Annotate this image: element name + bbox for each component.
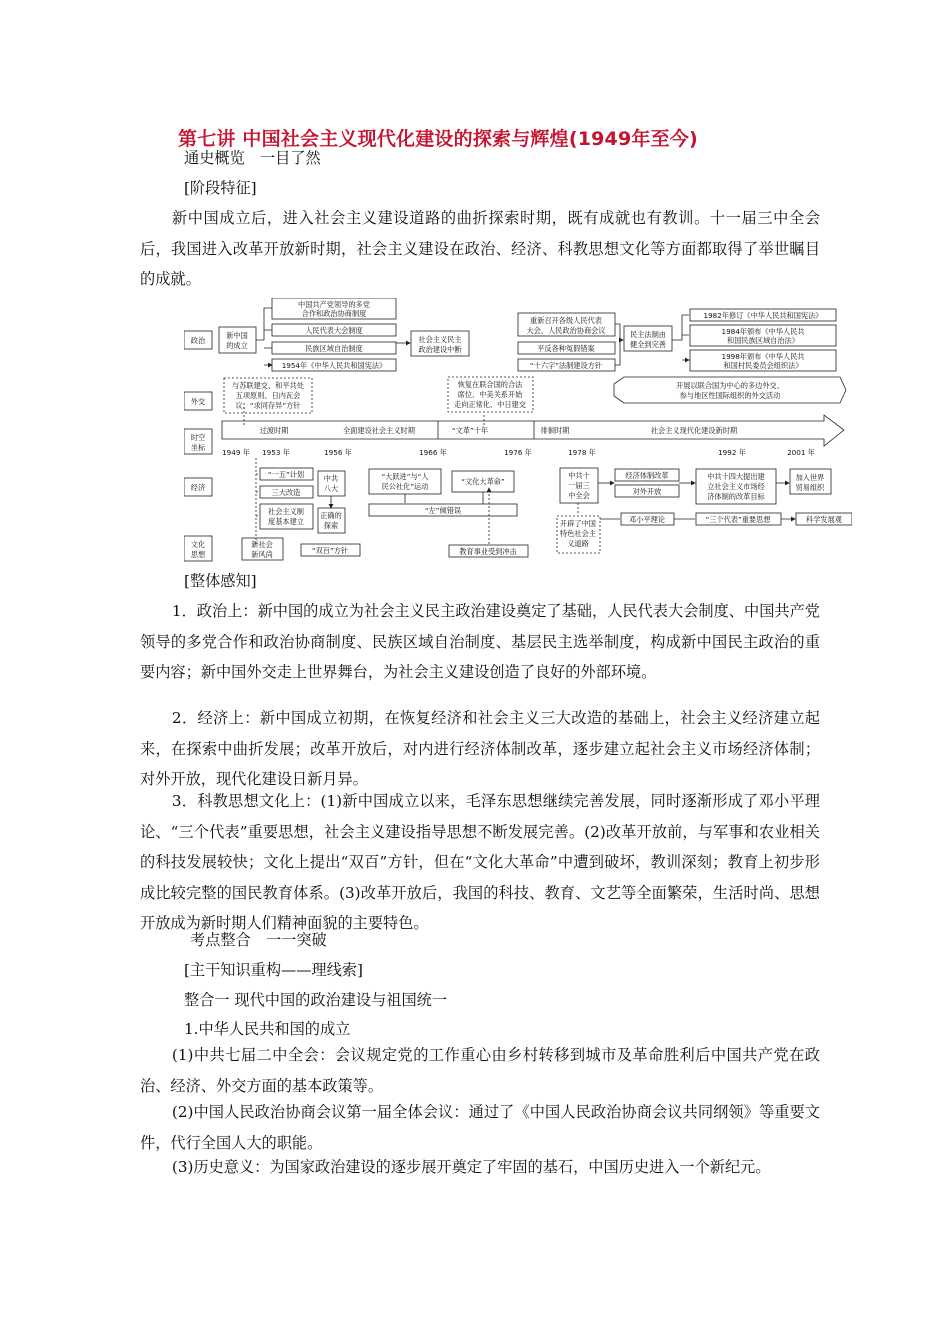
section-heading-points: 考点整合 一一突破	[190, 931, 327, 949]
node-rehabilitation: 平反各种冤假错案	[537, 344, 595, 353]
node-wto-1: 加入世界	[795, 473, 825, 482]
node-legal-system-1: 民主法制由	[630, 330, 666, 339]
node-reconvene-2: 大会、人民政治协商会议	[526, 326, 606, 335]
period-transition: 过渡时期	[259, 426, 289, 435]
stage-features-text: 新中国成立后，进入社会主义建设道路的曲折探索时期，既有成就也有教训。十一届三中全会后，我国进入改革开放新时期，社会主义建设在政治、经济、科教思想文化等方面都取得了举世瞩目的成就。	[140, 209, 820, 288]
node-chinese-path-3: 义道路	[567, 539, 589, 548]
node-democracy-break-1: 社会主义民主	[418, 335, 462, 344]
year-1956: 1956 年	[324, 448, 352, 457]
node-reconvene-1: 重新召开各级人民代表	[530, 316, 602, 325]
node-great-leap-1: “大跃进”与“人	[381, 472, 429, 481]
node-diplomacy-multilateral-1: 开展以联合国为中心的多边外交、	[676, 381, 784, 390]
overall-politics: 1．政治上：新中国的成立为社会主义民主政治建设奠定了基础，人民代表大会制度、中国共产党领导的多党合作和政治协商制度、民族区域自治制度、基层民主选举制度，构成新中国民主政治的重要内容；新中国外交走上世界舞台，为社会主义建设创造了良好的外部环境。	[140, 602, 820, 681]
year-1949: 1949 年	[222, 448, 250, 457]
node-1982-constitution: 1982年修订《中华人民共和国宪法》	[703, 311, 823, 320]
row-label-politics: 政治	[190, 336, 206, 345]
period-full-construction: 全面建设社会主义时期	[343, 426, 415, 435]
node-socialist-system-1: 社会主义制	[268, 507, 304, 516]
subheading-prc-founding: 1.中华人民共和国的成立	[184, 1020, 351, 1038]
node-new-customs-2: 新风尚	[251, 550, 273, 559]
node-diplomacy-multilateral-2: 参与地区性国际组织的外交活动	[679, 391, 781, 400]
period-wandering: 徘徊时期	[540, 426, 570, 435]
page-title: 第七讲 中国社会主义现代化建设的探索与辉煌(1949年至今)	[178, 128, 698, 150]
node-cultural-revolution: “文化大革命”	[461, 477, 505, 486]
node-14th-congress-3: 济体制的改革目标	[707, 492, 765, 501]
node-diplomacy-un-2: 席位、中美关系开始	[457, 390, 523, 399]
node-socialist-system-2: 度基本建立	[268, 517, 304, 526]
overall-economy: 2．经济上：新中国成立初期，在恢复经济和社会主义三大改造的基础上，社会主义经济建立起来，在探索中曲折发展；改革开放后，对内进行经济体制改革，逐步建立起社会主义市场经济体制；对外开放，现代化建设日新月异。	[140, 709, 820, 788]
node-multiparty-2: 合作和政治协商制度	[301, 309, 367, 318]
stage-features-label: [阶段特征]	[184, 179, 257, 197]
node-multiparty-1: 中国共产党领导的多党	[298, 300, 370, 309]
node-correct-exploration-2: 探索	[323, 521, 339, 530]
node-three-represents: “三个代表”重要思想	[705, 515, 771, 524]
node-eighth-congress-2: 八大	[323, 484, 339, 493]
node-scientific-development: 科学发展观	[806, 515, 842, 524]
point-1: (1)中共七届二中全会：会议规定党的工作重心由乡村转移到城市及革命胜利后中国共产党在政治、经济、外交方面的基本政策等。	[140, 1046, 820, 1095]
node-eighth-congress-1: 中共	[323, 474, 339, 483]
node-double-hundred: “双百”方针	[311, 546, 349, 555]
node-left-errors: “左”倾错误	[424, 506, 462, 515]
node-new-customs-1: 新社会	[251, 540, 273, 549]
node-diplomacy-early-3: 议、“求同存异”方针	[235, 401, 301, 410]
node-diplomacy-early-2: 五项原则、日内瓦会	[235, 391, 301, 400]
integration-heading: 整合一 现代中国的政治建设与祖国统一	[184, 991, 448, 1009]
point-3: (3)历史意义：为国家政治建设的逐步展开奠定了牢固的基石，中国历史进入一个新纪元。	[171, 1158, 771, 1176]
node-new-china-1: 新中国	[226, 331, 248, 340]
node-1954-constitution: 1954年《中华人民共和国宪法》	[281, 361, 387, 370]
node-1998-law-1: 1998年颁布《中华人民共	[721, 352, 805, 361]
point-2: (2)中国人民政治协商会议第一届全体会议：通过了《中国人民政治协商会议共同纲领》等重要文件，代行全国人大的职能。	[140, 1103, 820, 1152]
row-label-economy: 经济	[190, 483, 206, 492]
rebuild-label: [主干知识重构——理线索]	[184, 961, 363, 979]
row-label-culture-1: 文化	[190, 540, 206, 549]
node-deng-theory: 邓小平理论	[629, 515, 665, 524]
node-1984-law-2: 和国民族区域自治法》	[727, 336, 799, 345]
node-economic-reform: 经济体制改革	[625, 471, 669, 480]
node-diplomacy-un-1: 恢复在联合国的合法	[457, 380, 523, 389]
row-label-diplomacy: 外交	[190, 397, 206, 406]
year-1992: 1992 年	[718, 448, 746, 457]
node-correct-exploration-1: 正确的	[320, 511, 342, 520]
node-opening-up: 对外开放	[632, 487, 662, 496]
node-1984-law-1: 1984年颁布《中华人民共	[721, 327, 805, 336]
year-1978: 1978 年	[568, 448, 596, 457]
node-third-plenum-1: 中共十	[568, 471, 590, 480]
node-ethnic-autonomy: 民族区域自治制度	[305, 344, 363, 353]
period-cultural-revolution: “文革”十年	[451, 426, 489, 435]
overall-label: [整体感知]	[184, 572, 257, 590]
year-1953: 1953 年	[262, 448, 290, 457]
node-legal-principle: “十六字”法制建设方针	[529, 361, 603, 370]
timeline-diagram	[184, 298, 852, 562]
node-third-plenum-3: 中全会	[568, 491, 590, 500]
period-new-era: 社会主义现代化建设新时期	[650, 426, 738, 435]
node-chinese-path-2: 特色社会主	[560, 529, 596, 538]
node-diplomacy-early-1: 与苏联建交、和平共处	[232, 381, 304, 390]
node-five-year-plan: “一五”计划	[267, 470, 305, 479]
row-label-time-2: 坐标	[190, 443, 206, 452]
row-label-time-1: 时空	[190, 433, 206, 442]
node-great-leap-2: 民公社化”运动	[381, 482, 429, 491]
row-label-culture-2: 思想	[190, 550, 206, 559]
node-education-impact: 教育事业受到冲击	[459, 547, 517, 556]
node-third-plenum-2: 一届三	[568, 481, 590, 490]
year-1966: 1966 年	[419, 448, 447, 457]
node-chinese-path-1: 开辟了中国	[560, 519, 596, 528]
node-npc-system: 人民代表大会制度	[305, 326, 363, 335]
year-2001: 2001 年	[787, 448, 815, 457]
node-legal-system-2: 健全到完善	[630, 340, 666, 349]
node-diplomacy-un-3: 走向正常化、中日建交	[454, 400, 526, 409]
year-1976: 1976 年	[504, 448, 532, 457]
node-14th-congress-1: 中共十四大提出建	[707, 472, 765, 481]
node-democracy-break-2: 政治建设中断	[418, 345, 462, 354]
node-new-china-2: 的成立	[226, 341, 248, 350]
overall-culture: 3．科教思想文化上：(1)新中国成立以来，毛泽东思想继续完善发展，同时逐渐形成了邓小平理论、“三个代表”重要思想，社会主义建设指导思想不断发展完善。(2)改革开放前，与军事和农业相关的科技发展较快；文化上提出“双百”方针，但在“文化大革命”中遭到破坏，教训深刻；教育上初步形成比较完整的国民教育体系。(3)改革开放后，我国的科技、教育、文艺等全面繁荣，生活时尚、思想开放成为新时期人们精神面貌的主要特色。	[140, 792, 820, 932]
node-1998-law-2: 和国村民委员会组织法》	[723, 361, 803, 370]
node-three-transformations: 三大改造	[271, 488, 301, 497]
section-heading-overview: 通史概览 一目了然	[184, 149, 321, 167]
node-14th-congress-2: 立社会主义市场经	[707, 482, 765, 491]
node-wto-2: 贸易组织	[795, 483, 825, 492]
